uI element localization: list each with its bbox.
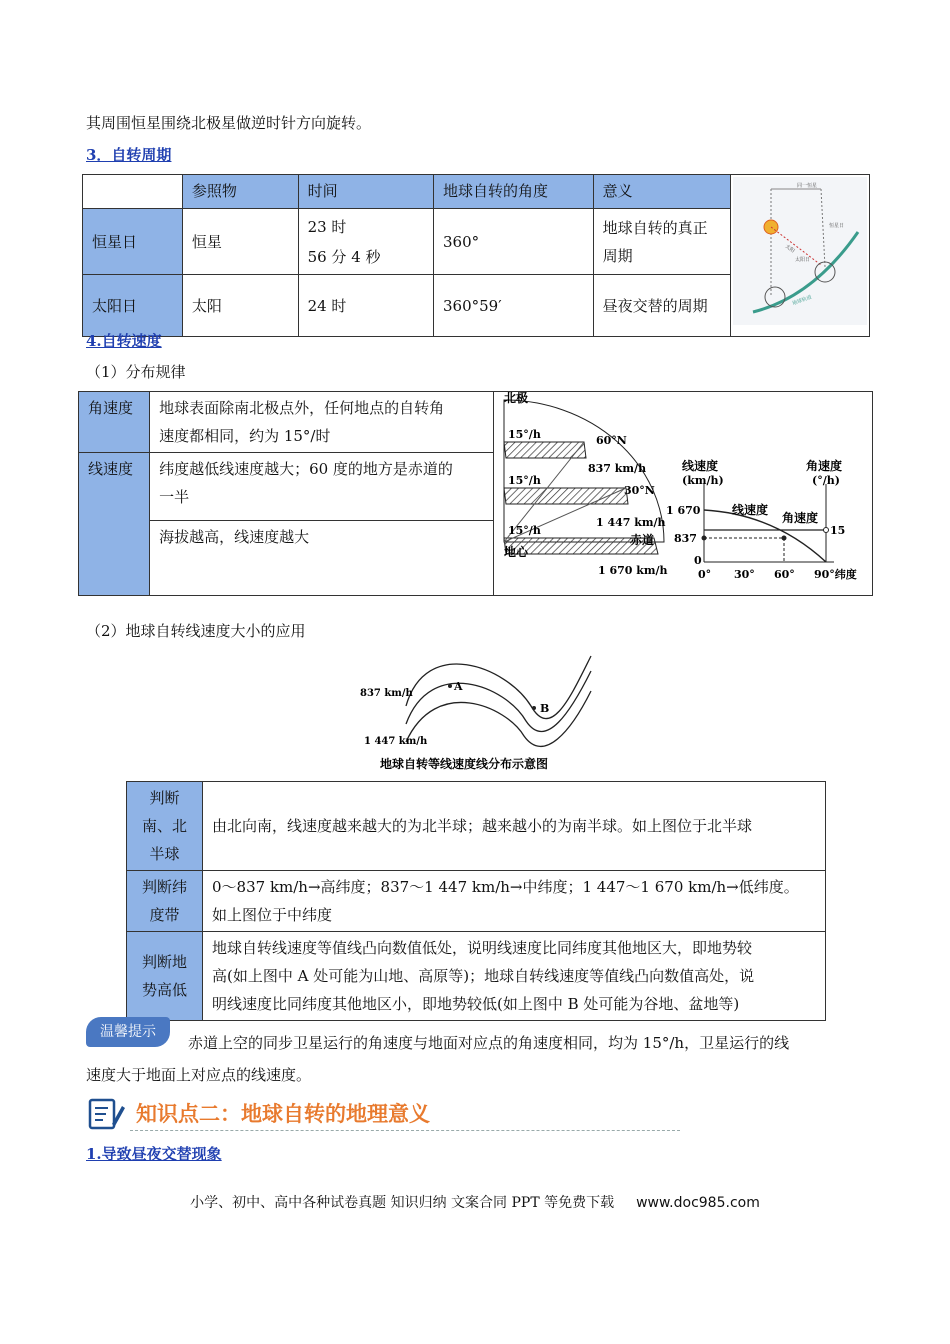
isoline-label-top: 837 km/h [360, 688, 413, 699]
linear-label: 线速度 [79, 453, 150, 596]
linear-text [150, 453, 493, 521]
rate-label: 15°/h [507, 524, 541, 537]
x-tick: 90°纬度 [813, 568, 857, 581]
v1447-label: 1 447 km/h [595, 516, 666, 529]
text-line: 地球自转线速度等值线凸向数值低处，说明线速度比同纬度其他地区大，即地势较 [212, 939, 753, 957]
label-line: 判断地 [141, 953, 187, 971]
label-line: 判断纬 [141, 878, 187, 896]
tip-line-2: 速度大于地面上对应点的线速度。 [86, 1066, 312, 1084]
angular-value: 15 [829, 524, 845, 537]
knowledge-point-title: 知识点二：地球自转的地理意义 [136, 1102, 430, 1126]
v837-label: 837 km/h [587, 462, 646, 475]
table-header-cell: 意义 [593, 175, 730, 209]
angular-label: 角速度 [79, 392, 150, 453]
point-b-label: B [540, 702, 550, 715]
speed-figures [494, 392, 872, 586]
meaning-line: 周期 [602, 246, 633, 265]
table-header-cell: 地球自转的角度 [433, 175, 593, 209]
text-line: 如上图位于中纬度 [212, 906, 333, 924]
sidereal-label: 恒星日 [828, 223, 844, 229]
y-tick-top: 1 670 [665, 504, 700, 517]
sun-label: 太阳 [783, 243, 796, 255]
label-line: 半球 [149, 845, 180, 863]
table-cell: 360°59′ [433, 275, 593, 337]
footer-url[interactable]: www.doc985.com [636, 1195, 760, 1211]
label-line: 南、北 [141, 817, 187, 835]
x-tick: 0° [697, 568, 711, 581]
rate-label: 15°/h [507, 474, 541, 487]
table-header-cell: 参照物 [182, 175, 298, 209]
section-next-title: 1.导致昼夜交替现象 [86, 1145, 222, 1163]
notebook-icon [86, 1094, 126, 1134]
earth-center-label: 地心 [503, 545, 528, 559]
text-line: 速度都相同，约为 15°/时 [159, 427, 331, 445]
north-pole-label: 北极 [503, 392, 528, 405]
latitude-text [203, 871, 826, 932]
angular-line-label: 角速度 [781, 511, 818, 525]
text-line: 0～837 km/h→高纬度；837～1 447 km/h→中纬度；1 447～1 670 km/h→低纬度。 [212, 878, 799, 896]
x-tick: 60° [773, 568, 795, 581]
footer-text: 小学、初中、高中各种试卷真题 知识归纳 文案合同 PPT 等免费下载 [190, 1195, 615, 1211]
label-line: 度带 [149, 906, 180, 924]
row-label-solar: 太阳日 [83, 275, 183, 337]
rate-label: 15°/h [507, 428, 541, 441]
y-tick-mid: 837 [673, 532, 697, 545]
time-line: 23 时 [307, 217, 347, 236]
rotation-speed-table [78, 391, 873, 596]
isoline-caption: 地球自转等线速度线分布示意图 [380, 757, 549, 771]
section4-title: 4.自转速度 [86, 332, 162, 350]
sidereal-day-figure-cell [730, 175, 869, 337]
sub2-title: （2）地球自转线速度大小的应用 [86, 622, 306, 640]
rotation-period-table [82, 174, 870, 337]
row-label-hemisphere [127, 782, 203, 871]
text-line: 纬度越低线速度越大；60 度的地方是赤道的 [159, 460, 453, 478]
angular-text [150, 392, 493, 453]
isoline-label-bottom: 1 447 km/h [364, 736, 428, 747]
table-cell: 太阳 [182, 275, 298, 337]
tip-badge: 温馨提示 [86, 1017, 170, 1047]
sub1-title: （1）分布规律 [86, 363, 186, 381]
row-label-terrain [127, 932, 203, 1021]
table-cell [298, 208, 433, 275]
table-cell: 恒星 [182, 208, 298, 275]
text-line: 一半 [159, 488, 190, 506]
x-tick: 30° [733, 568, 755, 581]
speed-figures-cell [493, 392, 873, 596]
sidereal-day-diagram [733, 177, 867, 325]
label-line: 判断 [149, 789, 180, 807]
row-label-latitude [127, 871, 203, 932]
meaning-line: 地球自转的真正 [602, 218, 708, 237]
table-cell: 昼夜交替的周期 [593, 275, 730, 337]
linear-axis-unit: (km/h) [681, 474, 724, 487]
time-line: 56 分 4 秒 [307, 247, 381, 266]
section3-title: 3．自转周期 [86, 146, 172, 164]
table-header-cell: 时间 [298, 175, 433, 209]
v1670-label: 1 670 km/h [597, 564, 668, 577]
hemisphere-text: 由北向南，线速度越来越大的为北半球；越来越小的为南半球。如上图位于北半球 [203, 782, 826, 871]
text-line: 地球表面除南北极点外，任何地点的自转角 [159, 399, 445, 417]
text-line: 高(如上图中 A 处可能为山地、高原等)；地球自转线速度等值线凸向数值高处，说 [212, 967, 755, 985]
linear-axis-title: 线速度 [681, 459, 718, 473]
orbit-label: 地球轨道 [791, 294, 813, 307]
tip-line-1: 赤道上空的同步卫星运行的角速度与地面对应点的角速度相同，均为 15°/h，卫星运行的线 [188, 1034, 790, 1052]
intro-text: 其周围恒星围绕北极星做逆时针方向旋转。 [86, 114, 372, 132]
point-a-label: A [454, 680, 463, 693]
table-cell: 360° [433, 208, 593, 275]
star-label: 同一恒星 [796, 183, 817, 189]
table-cell: 24 时 [298, 275, 433, 337]
terrain-text [203, 932, 826, 1021]
label-line: 势高低 [141, 981, 187, 999]
linear-curve-label: 线速度 [731, 503, 768, 517]
y-tick-zero: 0 [693, 554, 702, 567]
lat60-label: 60°N [595, 434, 627, 447]
angular-axis-title: 角速度 [805, 459, 842, 473]
row-label-sidereal: 恒星日 [83, 208, 183, 275]
angular-axis-unit: (°/h) [811, 474, 840, 487]
lat30-label: 30°N [623, 484, 655, 497]
equator-label: 赤道 [629, 533, 654, 547]
divider [130, 1130, 680, 1131]
table-header-cell [83, 175, 183, 209]
footer [0, 1192, 950, 1212]
altitude-text: 海拔越高，线速度越大 [150, 521, 493, 596]
solar-label: 太阳日 [794, 257, 810, 263]
text-line: 明线速度比同纬度其他地区小，即地势较低(如上图中 B 处可能为谷地、盆地等) [212, 995, 740, 1013]
isoline-figure [356, 646, 596, 774]
table-cell [593, 208, 730, 275]
application-table [126, 781, 826, 1021]
